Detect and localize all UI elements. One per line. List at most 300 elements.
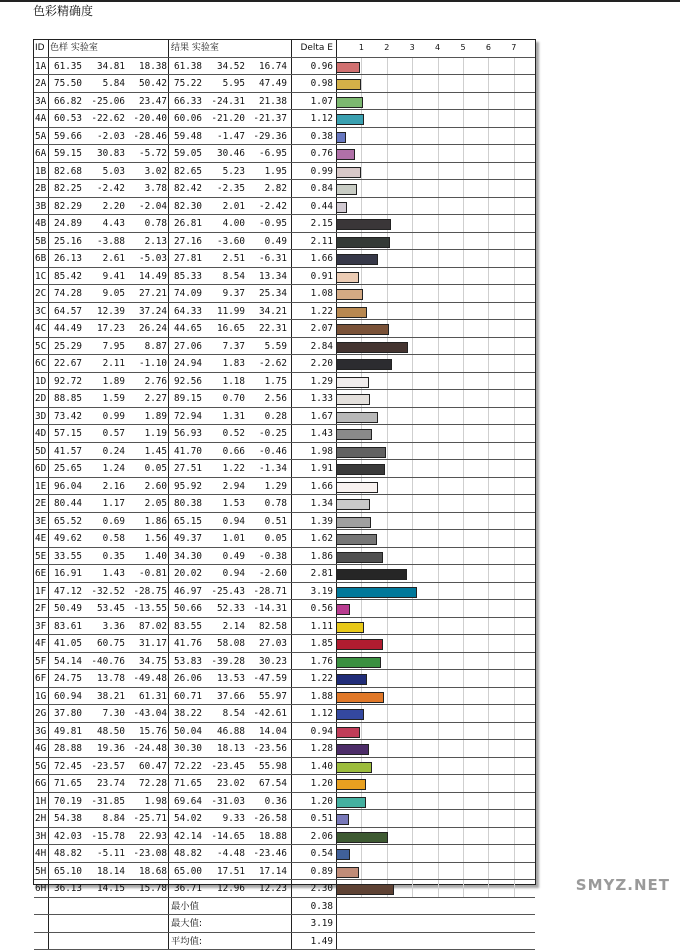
measured-value: 1.95: [245, 163, 287, 181]
grid-line: [412, 478, 413, 496]
sample-value: 30.83: [82, 145, 125, 163]
grid-line: [438, 75, 439, 93]
delta-e-value: 1.39: [291, 513, 336, 531]
measured-value: -2.42: [245, 198, 287, 216]
measured-value: 50.66: [168, 600, 202, 618]
table-row: [34, 145, 535, 163]
delta-bar-cell: [336, 460, 535, 478]
table-row: [34, 443, 535, 461]
table-row: [34, 705, 535, 723]
grid-line: [463, 618, 464, 636]
sample-value: 9.41: [82, 268, 125, 286]
grid-line: [488, 513, 489, 531]
measured-value: 59.05: [168, 145, 202, 163]
table-row: [34, 880, 535, 898]
grid-line: [488, 793, 489, 811]
row-rule: [34, 74, 535, 75]
delta-e-bar: [336, 219, 391, 230]
grid-line: [514, 548, 515, 566]
grid-line: [514, 705, 515, 723]
grid-line: [463, 548, 464, 566]
table-row: [34, 268, 535, 286]
measured-value: 36.71: [168, 880, 202, 898]
sample-value: -5.11: [82, 845, 125, 863]
grid-line: [387, 530, 388, 548]
table-row: [34, 530, 535, 548]
grid-line: [488, 863, 489, 881]
measured-value: 2.01: [202, 198, 245, 216]
sample-value: 50.49: [48, 600, 82, 618]
sample-value: 13.78: [82, 670, 125, 688]
grid-line: [387, 93, 388, 111]
sample-value: 36.13: [48, 880, 82, 898]
sample-value: 34.81: [82, 58, 125, 76]
grid-line: [412, 880, 413, 898]
delta-e-bar: [336, 709, 364, 720]
measured-value: 41.70: [168, 443, 202, 461]
grid-line: [438, 268, 439, 286]
grid-line: [488, 460, 489, 478]
grid-line: [387, 373, 388, 391]
row-id: 6C: [34, 355, 48, 373]
measured-value: -29.36: [245, 128, 287, 146]
sample-value: 15.76: [125, 723, 167, 741]
grid-line: [412, 128, 413, 146]
measured-lab: [168, 390, 291, 408]
measured-value: 44.65: [168, 320, 202, 338]
sample-lab: [48, 425, 168, 443]
header-sample: 色样 实验室: [48, 40, 168, 58]
row-id: 1D: [34, 373, 48, 391]
measured-lab: [168, 180, 291, 198]
delta-e-value: 0.98: [291, 75, 336, 93]
measured-value: -2.35: [202, 180, 245, 198]
column-rule: [291, 40, 292, 950]
measured-value: 9.37: [202, 285, 245, 303]
grid-line: [463, 705, 464, 723]
measured-value: 1.83: [202, 355, 245, 373]
measured-value: -4.48: [202, 845, 245, 863]
delta-e-bar: [336, 867, 359, 878]
table-row: [34, 233, 535, 251]
grid-line: [412, 355, 413, 373]
row-id: 4H: [34, 845, 48, 863]
row-rule: [34, 652, 535, 653]
sample-lab: [48, 880, 168, 898]
delta-bar-cell: [336, 285, 535, 303]
grid-line: [514, 828, 515, 846]
grid-line: [463, 810, 464, 828]
grid-line: [514, 303, 515, 321]
grid-line: [412, 303, 413, 321]
grid-line: [514, 355, 515, 373]
sample-lab: [48, 110, 168, 128]
grid-line: [488, 390, 489, 408]
delta-e-bar: [336, 622, 364, 633]
sample-lab: [48, 460, 168, 478]
delta-e-bar: [336, 552, 383, 563]
row-id: 4E: [34, 530, 48, 548]
sample-value: 47.12: [48, 583, 82, 601]
measured-value: 17.51: [202, 863, 245, 881]
grid-line: [463, 495, 464, 513]
measured-value: 61.38: [168, 58, 202, 76]
grid-line: [463, 443, 464, 461]
sample-value: 2.61: [82, 250, 125, 268]
measured-value: 34.21: [245, 303, 287, 321]
delta-e-value: 1.91: [291, 460, 336, 478]
row-id: 4G: [34, 740, 48, 758]
sample-value: 31.17: [125, 635, 167, 653]
grid-line: [438, 110, 439, 128]
delta-bar-cell: [336, 670, 535, 688]
sample-lab: [48, 758, 168, 776]
grid-line: [463, 180, 464, 198]
sample-value: 1.43: [82, 565, 125, 583]
sample-value: 72.45: [48, 758, 82, 776]
delta-e-bar: [336, 97, 363, 108]
grid-line: [514, 565, 515, 583]
sample-value: 0.24: [82, 443, 125, 461]
sample-value: 66.82: [48, 93, 82, 111]
grid-line: [463, 513, 464, 531]
grid-line: [412, 443, 413, 461]
delta-e-bar: [336, 797, 366, 808]
measured-value: 1.53: [202, 495, 245, 513]
grid-line: [438, 285, 439, 303]
sample-value: 49.62: [48, 530, 82, 548]
grid-line: [488, 215, 489, 233]
measured-value: 59.48: [168, 128, 202, 146]
delta-e-value: 0.89: [291, 863, 336, 881]
sample-value: 0.69: [82, 513, 125, 531]
grid-line: [514, 215, 515, 233]
row-id: 4F: [34, 635, 48, 653]
sample-value: 88.85: [48, 390, 82, 408]
measured-value: 0.52: [202, 425, 245, 443]
sample-lab: [48, 303, 168, 321]
row-rule: [34, 932, 535, 933]
sample-value: 0.57: [82, 425, 125, 443]
measured-value: 27.03: [245, 635, 287, 653]
table-row: [34, 58, 535, 76]
measured-value: -26.58: [245, 810, 287, 828]
grid-line: [514, 93, 515, 111]
row-id: 1C: [34, 268, 48, 286]
row-id: 2A: [34, 75, 48, 93]
grid-line: [488, 828, 489, 846]
sample-value: 48.82: [48, 845, 82, 863]
grid-line: [488, 75, 489, 93]
delta-e-value: 0.96: [291, 58, 336, 76]
measured-lab: [168, 583, 291, 601]
row-id: 5H: [34, 863, 48, 881]
delta-axis: [336, 40, 535, 58]
sample-value: 3.02: [125, 163, 167, 181]
grid-line: [387, 163, 388, 181]
grid-line: [463, 635, 464, 653]
grid-line: [488, 530, 489, 548]
table-row: [34, 408, 535, 426]
delta-e-bar: [336, 832, 388, 843]
measured-lab: [168, 320, 291, 338]
grid-line: [514, 460, 515, 478]
grid-line: [438, 198, 439, 216]
grid-line: [438, 355, 439, 373]
grid-line: [438, 180, 439, 198]
grid-line: [412, 565, 413, 583]
sample-value: 85.42: [48, 268, 82, 286]
delta-bar-cell: [336, 898, 535, 916]
grid-line: [438, 740, 439, 758]
sample-value: 7.95: [82, 338, 125, 356]
sample-value: -2.42: [82, 180, 125, 198]
grid-line: [488, 285, 489, 303]
sample-value: 18.38: [125, 58, 167, 76]
grid-line: [488, 600, 489, 618]
row-rule: [34, 494, 535, 495]
grid-line: [463, 93, 464, 111]
row-rule: [34, 529, 535, 530]
sample-lab: [48, 145, 168, 163]
sample-value: 27.21: [125, 285, 167, 303]
row-id: 6E: [34, 565, 48, 583]
delta-bar-cell: [336, 425, 535, 443]
delta-e-value: 2.15: [291, 215, 336, 233]
grid-line: [488, 705, 489, 723]
grid-line: [438, 58, 439, 76]
sample-value: 1.19: [125, 425, 167, 443]
delta-e-value: 0.91: [291, 268, 336, 286]
sample-lab: [48, 320, 168, 338]
delta-e-value: 1.85: [291, 635, 336, 653]
delta-bar-cell: [336, 355, 535, 373]
row-rule: [34, 564, 535, 565]
measured-value: 1.31: [202, 408, 245, 426]
delta-e-value: 0.38: [291, 128, 336, 146]
measured-value: 13.34: [245, 268, 287, 286]
delta-bar-cell: [336, 705, 535, 723]
sample-value: 70.19: [48, 793, 82, 811]
sample-lab: [48, 845, 168, 863]
measured-lab: [168, 845, 291, 863]
measured-value: 0.49: [202, 548, 245, 566]
measured-lab: [168, 478, 291, 496]
delta-bar-cell: [336, 740, 535, 758]
measured-value: 0.66: [202, 443, 245, 461]
measured-lab: [168, 215, 291, 233]
grid-line: [412, 425, 413, 443]
table-row: [34, 285, 535, 303]
grid-line: [514, 600, 515, 618]
measured-lab: [168, 338, 291, 356]
row-rule: [34, 599, 535, 600]
measured-lab: [168, 548, 291, 566]
sample-value: 83.61: [48, 618, 82, 636]
sample-value: 8.84: [82, 810, 125, 828]
sample-value: -2.04: [125, 198, 167, 216]
sample-lab: [48, 530, 168, 548]
delta-bar-cell: [336, 443, 535, 461]
row-rule: [34, 897, 535, 898]
table-row: [34, 565, 535, 583]
sample-value: -2.03: [82, 128, 125, 146]
grid-line: [463, 338, 464, 356]
grid-line: [488, 110, 489, 128]
sample-value: -13.55: [125, 600, 167, 618]
grid-line: [412, 145, 413, 163]
row-id: 2E: [34, 495, 48, 513]
table-row: [34, 110, 535, 128]
delta-e-bar: [336, 464, 385, 475]
grid-line: [514, 740, 515, 758]
grid-line: [412, 338, 413, 356]
measured-value: 60.71: [168, 688, 202, 706]
grid-line: [514, 390, 515, 408]
grid-line: [412, 828, 413, 846]
sample-lab: [48, 355, 168, 373]
grid-line: [463, 758, 464, 776]
grid-line: [438, 338, 439, 356]
grid-line: [361, 145, 362, 163]
measured-value: 27.81: [168, 250, 202, 268]
sample-value: 59.15: [48, 145, 82, 163]
row-rule: [34, 687, 535, 688]
delta-bar-cell: [336, 163, 535, 181]
row-rule: [34, 162, 535, 163]
grid-line: [387, 863, 388, 881]
sample-value: 82.25: [48, 180, 82, 198]
sample-value: 14.49: [125, 268, 167, 286]
measured-value: -14.31: [245, 600, 287, 618]
delta-bar-cell: [336, 303, 535, 321]
measured-lab: [168, 233, 291, 251]
sample-lab: [48, 58, 168, 76]
sample-lab: [48, 268, 168, 286]
measured-lab: [168, 810, 291, 828]
sample-value: 65.52: [48, 513, 82, 531]
grid-line: [514, 478, 515, 496]
measured-value: 48.82: [168, 845, 202, 863]
sample-value: 12.39: [82, 303, 125, 321]
row-id: 3A: [34, 93, 48, 111]
grid-line: [438, 793, 439, 811]
grid-line: [438, 460, 439, 478]
grid-line: [387, 285, 388, 303]
grid-line: [514, 320, 515, 338]
delta-e-bar: [336, 499, 370, 510]
row-rule: [34, 109, 535, 110]
grid-line: [463, 268, 464, 286]
sample-value: 87.02: [125, 618, 167, 636]
row-rule: [34, 879, 535, 880]
row-rule: [34, 302, 535, 303]
sample-value: 4.43: [82, 215, 125, 233]
grid-line: [463, 583, 464, 601]
grid-line: [412, 793, 413, 811]
row-id: 6G: [34, 775, 48, 793]
sample-value: 0.58: [82, 530, 125, 548]
measured-value: 49.37: [168, 530, 202, 548]
measured-lab: [168, 688, 291, 706]
measured-value: 56.93: [168, 425, 202, 443]
grid-line: [387, 688, 388, 706]
grid-line: [514, 513, 515, 531]
measured-value: -6.31: [245, 250, 287, 268]
sample-value: 1.89: [82, 373, 125, 391]
measured-value: 55.98: [245, 758, 287, 776]
measured-lab: [168, 758, 291, 776]
grid-line: [387, 670, 388, 688]
sample-value: 59.66: [48, 128, 82, 146]
summary-max-value: 3.19: [291, 915, 336, 933]
grid-line: [488, 145, 489, 163]
delta-bar-cell: [336, 775, 535, 793]
row-id: 1H: [34, 793, 48, 811]
delta-e-bar: [336, 849, 350, 860]
grid-line: [514, 688, 515, 706]
measured-value: 26.06: [168, 670, 202, 688]
measured-value: 46.97: [168, 583, 202, 601]
delta-e-value: 1.33: [291, 390, 336, 408]
delta-bar-cell: [336, 565, 535, 583]
grid-line: [488, 618, 489, 636]
grid-line: [488, 198, 489, 216]
measured-value: 1.22: [202, 460, 245, 478]
sample-value: 33.55: [48, 548, 82, 566]
measured-value: 30.46: [202, 145, 245, 163]
row-rule: [34, 197, 535, 198]
measured-value: 2.56: [245, 390, 287, 408]
measured-lab: [168, 618, 291, 636]
row-rule: [34, 337, 535, 338]
sample-value: -32.52: [82, 583, 125, 601]
measured-lab: [168, 110, 291, 128]
delta-e-bar: [336, 342, 408, 353]
sample-value: 2.76: [125, 373, 167, 391]
grid-line: [463, 600, 464, 618]
summary-min-label: 最小值: [168, 898, 291, 916]
sample-lab: [48, 618, 168, 636]
measured-value: 7.37: [202, 338, 245, 356]
delta-e-bar: [336, 639, 383, 650]
grid-line: [488, 583, 489, 601]
grid-line: [463, 75, 464, 93]
grid-line: [438, 425, 439, 443]
sample-value: 18.14: [82, 863, 125, 881]
delta-e-bar: [336, 884, 394, 895]
grid-line: [361, 845, 362, 863]
row-rule: [34, 809, 535, 810]
table-row: [34, 548, 535, 566]
measured-value: 95.92: [168, 478, 202, 496]
measured-value: 0.36: [245, 793, 287, 811]
measured-value: -0.38: [245, 548, 287, 566]
grid-line: [412, 320, 413, 338]
table-row: [34, 303, 535, 321]
sample-value: 28.88: [48, 740, 82, 758]
grid-line: [361, 600, 362, 618]
table-row: [34, 390, 535, 408]
delta-e-bar: [336, 377, 369, 388]
grid-line: [412, 250, 413, 268]
delta-e-bar: [336, 114, 364, 125]
summary-avg-value: 1.49: [291, 933, 336, 950]
delta-e-value: 1.88: [291, 688, 336, 706]
measured-value: -21.37: [245, 110, 287, 128]
grid-line: [488, 880, 489, 898]
table-row: [34, 338, 535, 356]
